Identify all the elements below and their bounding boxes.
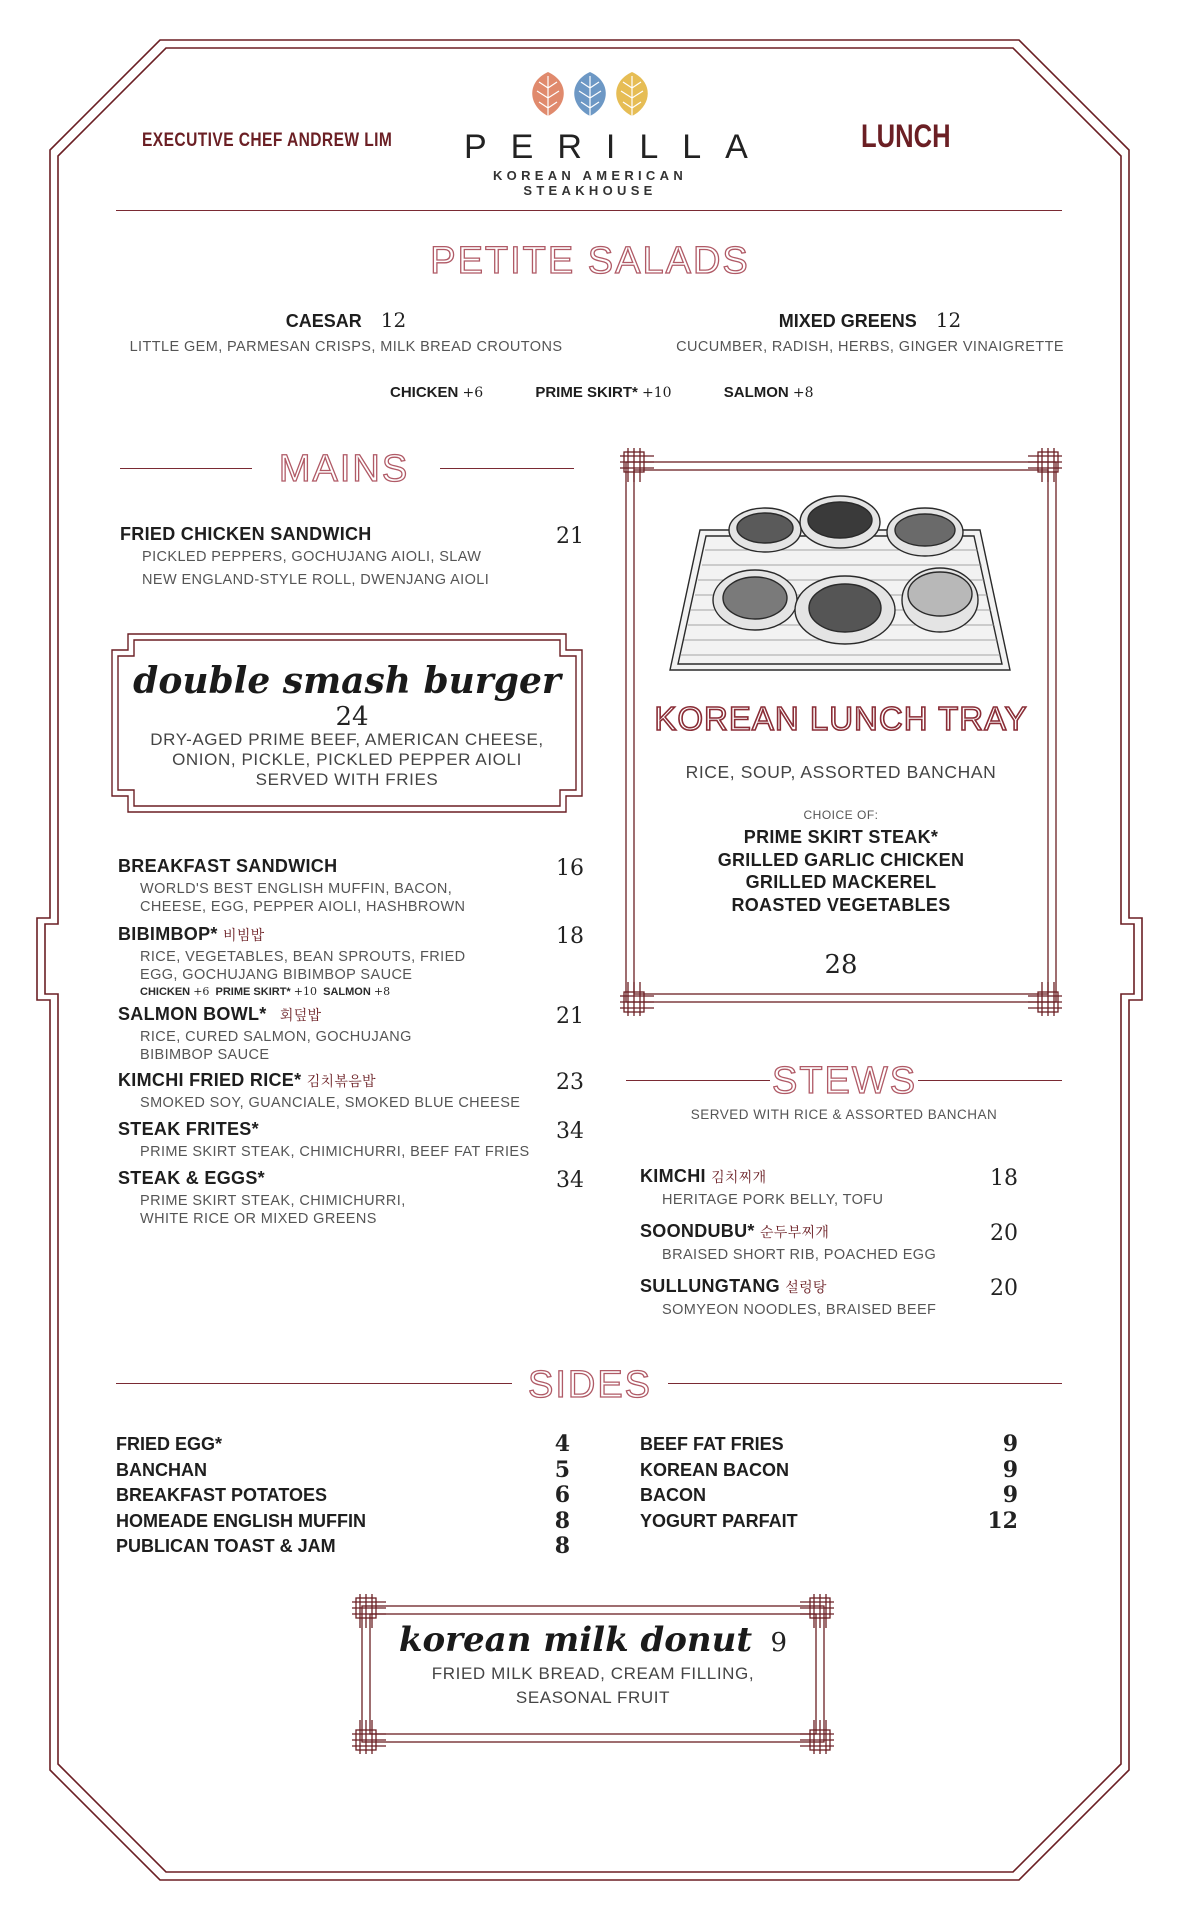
burger-name: double smash burger xyxy=(133,660,561,702)
item-price: 16 xyxy=(556,856,584,881)
item-name: STEAK FRITES* xyxy=(118,1119,259,1139)
item-name: SALMON BOWL* 회덮밥 xyxy=(118,1004,322,1024)
stew-sullungtang xyxy=(640,1276,1018,1319)
addon-salmon: SALMON +8 xyxy=(723,384,814,401)
main-steak-eggs xyxy=(118,1168,584,1228)
mains-rule-left xyxy=(120,468,252,469)
addon-prime-skirt: PRIME SKIRT* +10 xyxy=(535,384,672,401)
burger-item xyxy=(118,660,576,790)
side-item: BEEF FAT FRIES 9 xyxy=(640,1431,1018,1457)
salad-addons xyxy=(390,384,814,401)
item-price: 18 xyxy=(556,924,584,949)
bibimbop-addons: CHICKEN +6 PRIME SKIRT* +10 SALMON +8 xyxy=(140,985,391,998)
salad-desc: LITTLE GEM, PARMESAN CRISPS, MILK BREAD CROUTONS xyxy=(129,339,563,355)
item-name: KIMCHI 김치찌개 xyxy=(640,1166,767,1186)
item-price: 34 xyxy=(556,1168,584,1193)
stews-rule-left xyxy=(626,1080,770,1081)
salad-name: MIXED GREENS xyxy=(778,311,917,331)
sides-rule-left xyxy=(116,1383,512,1384)
item-desc: SMOKED SOY, GUANCIALE, SMOKED BLUE CHEESE xyxy=(140,1095,521,1111)
sides-left-column xyxy=(116,1432,570,1560)
item-name: BIBIMBOP* 비빔밥 xyxy=(118,924,265,944)
mains-title: MAINS xyxy=(278,448,410,490)
item-name: BREAKFAST SANDWICH xyxy=(118,856,338,876)
lunch-tray-choice-label: CHOICE OF: xyxy=(803,808,879,822)
side-item: HOMEADE ENGLISH MUFFIN 8 xyxy=(116,1507,570,1534)
side-item: BACON 9 xyxy=(640,1482,1018,1508)
item-price: 23 xyxy=(556,1070,584,1095)
item-desc: RICE, VEGETABLES, BEAN SPROUTS, FRIED xyxy=(140,949,466,965)
meal-period: LUNCH xyxy=(861,118,951,154)
donut-desc: SEASONAL FRUIT xyxy=(515,1688,671,1707)
side-item: PUBLICAN TOAST & JAM 8 xyxy=(116,1533,570,1559)
stew-soondubu xyxy=(640,1221,1018,1264)
lunch-tray-title: KOREAN LUNCH TRAY xyxy=(654,700,1028,737)
item-desc: PICKLED PEPPERS, GOCHUJANG AIOLI, SLAW xyxy=(142,549,482,565)
salad-price: 12 xyxy=(935,308,962,332)
side-item: FRIED EGG* 4 xyxy=(116,1431,570,1457)
main-steak-frites xyxy=(118,1119,584,1161)
salad-caesar xyxy=(116,308,576,356)
salad-mixed-greens xyxy=(640,308,1100,356)
addon-chicken: CHICKEN +6 xyxy=(390,384,484,401)
brand-name: PERILLA xyxy=(464,128,772,166)
sides-rule-right xyxy=(668,1383,1062,1384)
stews-title: STEWS xyxy=(772,1060,918,1102)
item-desc: RICE, CURED SALMON, GOCHUJANG xyxy=(140,1029,412,1045)
item-price: 20 xyxy=(990,1276,1018,1301)
item-desc: NEW ENGLAND-STYLE ROLL, DWENJANG AIOLI xyxy=(142,572,490,588)
item-name: KIMCHI FRIED RICE* 김치볶음밥 xyxy=(118,1070,376,1090)
item-price: 18 xyxy=(990,1166,1018,1191)
donut-item xyxy=(372,1620,814,1710)
petite-salads-title: PETITE SALADS xyxy=(430,240,750,282)
salad-price: 12 xyxy=(380,308,407,332)
item-price: 21 xyxy=(556,524,584,549)
item-name: SOONDUBU* 순두부찌개 xyxy=(640,1221,830,1241)
main-kimchi-fried-rice xyxy=(118,1070,584,1112)
lunch-tray-desc: RICE, SOUP, ASSORTED BANCHAN xyxy=(685,762,997,782)
item-price: 34 xyxy=(556,1119,584,1144)
choice-item: GRILLED GARLIC CHICKEN xyxy=(717,849,965,870)
executive-chef: EXECUTIVE CHEF ANDREW LIM xyxy=(142,130,393,151)
stews-subtitle: SERVED WITH RICE & ASSORTED BANCHAN xyxy=(690,1107,998,1122)
lunch-tray-illustration xyxy=(660,490,1020,690)
sides-title: SIDES xyxy=(527,1364,653,1406)
choice-item: PRIME SKIRT STEAK* xyxy=(743,827,939,847)
salad-desc: CUCUMBER, RADISH, HERBS, GINGER VINAIGRETTE xyxy=(676,339,1064,355)
item-desc: CHEESE, EGG, PEPPER AIOLI, HASHBROWN xyxy=(140,899,466,915)
item-desc: SOMYEON NOODLES, BRAISED BEEF xyxy=(662,1302,937,1318)
brand-tagline: KOREAN AMERICAN STEAKHOUSE xyxy=(492,168,688,198)
donut-desc: FRIED MILK BREAD, CREAM FILLING, xyxy=(431,1664,755,1683)
salad-name: CAESAR xyxy=(285,311,362,331)
item-price: 21 xyxy=(556,1004,584,1029)
burger-desc: ONION, PICKLE, PICKLED PEPPER AIOLI xyxy=(172,750,522,769)
side-item: BANCHAN 5 xyxy=(116,1456,570,1483)
item-desc: HERITAGE PORK BELLY, TOFU xyxy=(662,1192,884,1208)
main-salmon-bowl xyxy=(118,1004,584,1064)
item-desc: PRIME SKIRT STEAK, CHIMICHURRI, xyxy=(140,1193,406,1209)
stews-rule-right xyxy=(918,1080,1062,1081)
choice-item: ROASTED VEGETABLES xyxy=(731,894,951,915)
donut-name: korean milk donut xyxy=(398,1620,753,1660)
item-desc: EGG, GOCHUJANG BIBIMBOP SAUCE xyxy=(140,967,413,983)
stew-kimchi xyxy=(640,1166,1018,1209)
side-item: BREAKFAST POTATOES 6 xyxy=(116,1482,570,1508)
side-item: KOREAN BACON 9 xyxy=(640,1456,1018,1483)
lunch-tray-price: 28 xyxy=(824,950,858,980)
main-bibimbop xyxy=(118,924,584,998)
item-desc: PRIME SKIRT STEAK, CHIMICHURRI, BEEF FAT FRIES xyxy=(140,1144,530,1160)
donut-price: 9 xyxy=(770,1628,788,1658)
burger-price: 24 xyxy=(335,702,369,732)
item-desc: WORLD'S BEST ENGLISH MUFFIN, BACON, xyxy=(140,881,453,897)
item-desc: BRAISED SHORT RIB, POACHED EGG xyxy=(662,1247,937,1263)
sides-right-column xyxy=(640,1432,1018,1534)
choice-item: GRILLED MACKEREL xyxy=(745,872,937,892)
lunch-tray-choices xyxy=(630,826,1052,916)
item-name: FRIED CHICKEN SANDWICH xyxy=(120,524,372,544)
item-name: STEAK & EGGS* xyxy=(118,1168,265,1188)
item-name: SULLUNGTANG 설렁탕 xyxy=(640,1276,827,1296)
item-desc: WHITE RICE OR MIXED GREENS xyxy=(140,1211,377,1227)
leaves-logo-icon xyxy=(528,68,652,120)
side-item: YOGURT PARFAIT 12 xyxy=(640,1507,1018,1534)
item-price: 20 xyxy=(990,1221,1018,1246)
header-divider xyxy=(116,210,1062,211)
main-fried-chicken-sandwich xyxy=(120,524,584,589)
burger-desc: SERVED WITH FRIES xyxy=(255,770,439,789)
item-desc: BIBIMBOP SAUCE xyxy=(140,1047,270,1063)
burger-desc: DRY-AGED PRIME BEEF, AMERICAN CHEESE, xyxy=(150,730,544,749)
main-breakfast-sandwich xyxy=(118,856,584,916)
mains-rule-right xyxy=(440,468,574,469)
